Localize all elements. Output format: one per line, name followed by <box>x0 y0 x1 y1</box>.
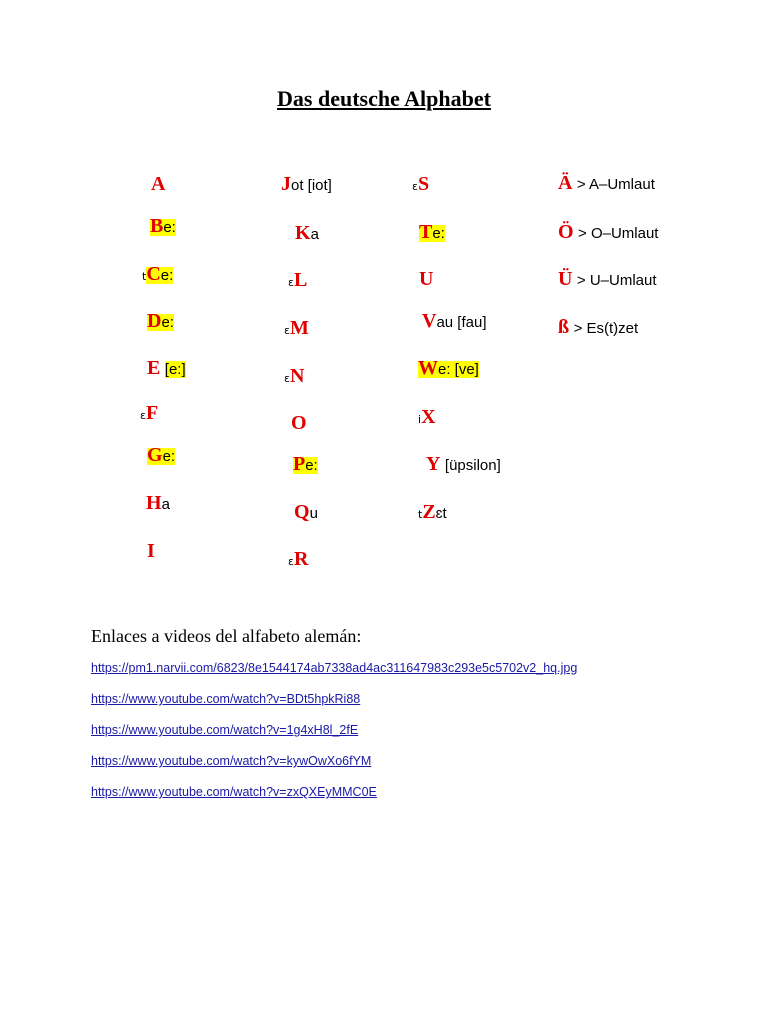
letter-k: Ka <box>295 222 319 244</box>
letter-z: tZɛt <box>418 501 447 523</box>
letter-u-umlaut: Ü > U–Umlaut <box>558 268 657 290</box>
letter-l: ɛL <box>288 269 308 291</box>
letter-w: We: [ve] <box>418 357 479 379</box>
page-title: Das deutsche Alphabet <box>277 86 491 111</box>
letter-s: ɛS <box>412 173 430 195</box>
letter-b: Be: <box>150 215 176 237</box>
letter-x: iX <box>418 406 436 428</box>
letter-f: ɛF <box>140 402 159 424</box>
links-heading: Enlaces a videos del alfabeto alemán: <box>91 626 362 646</box>
letter-r: ɛR <box>288 548 309 570</box>
letter-e: E [e:] <box>147 357 186 379</box>
video-link-3[interactable]: https://www.youtube.com/watch?v=1g4xH8l_2fE <box>91 723 359 737</box>
letter-m: ɛM <box>284 317 309 339</box>
video-link-2[interactable]: https://www.youtube.com/watch?v=BDt5hpkRi88 <box>91 692 361 706</box>
video-link-5[interactable]: https://www.youtube.com/watch?v=zxQXEyMMC0E <box>91 785 377 799</box>
letter-v: Vau [fau] <box>422 310 487 332</box>
letter-d: De: <box>147 310 174 332</box>
letter-q: Qu <box>294 501 318 523</box>
letter-h: Ha <box>146 492 170 514</box>
letter-p: Pe: <box>293 453 318 475</box>
letter-g: Ge: <box>147 444 176 466</box>
letter-o: O <box>291 412 307 434</box>
letter-a-umlaut: Ä > A–Umlaut <box>558 172 655 194</box>
letter-o-umlaut: Ö > O–Umlaut <box>558 221 659 243</box>
letter-c: tCe: <box>142 263 174 285</box>
video-link-1[interactable]: https://pm1.narvii.com/6823/8e1544174ab7338ad4ac311647983c293e5c5702v2_hq.jpg <box>91 661 578 675</box>
letter-j: Jot [iot] <box>281 173 332 195</box>
letter-i: I <box>147 540 155 562</box>
video-link-4[interactable]: https://www.youtube.com/watch?v=kywOwXo6fYM <box>91 754 372 768</box>
letter-eszett: ß > Es(t)zet <box>558 316 639 338</box>
letter-y: Y [üpsilon] <box>426 453 501 475</box>
letter-a: A <box>151 173 166 195</box>
letter-u: U <box>419 268 434 290</box>
letter-t: Te: <box>419 221 445 243</box>
letter-n: ɛN <box>284 365 305 387</box>
